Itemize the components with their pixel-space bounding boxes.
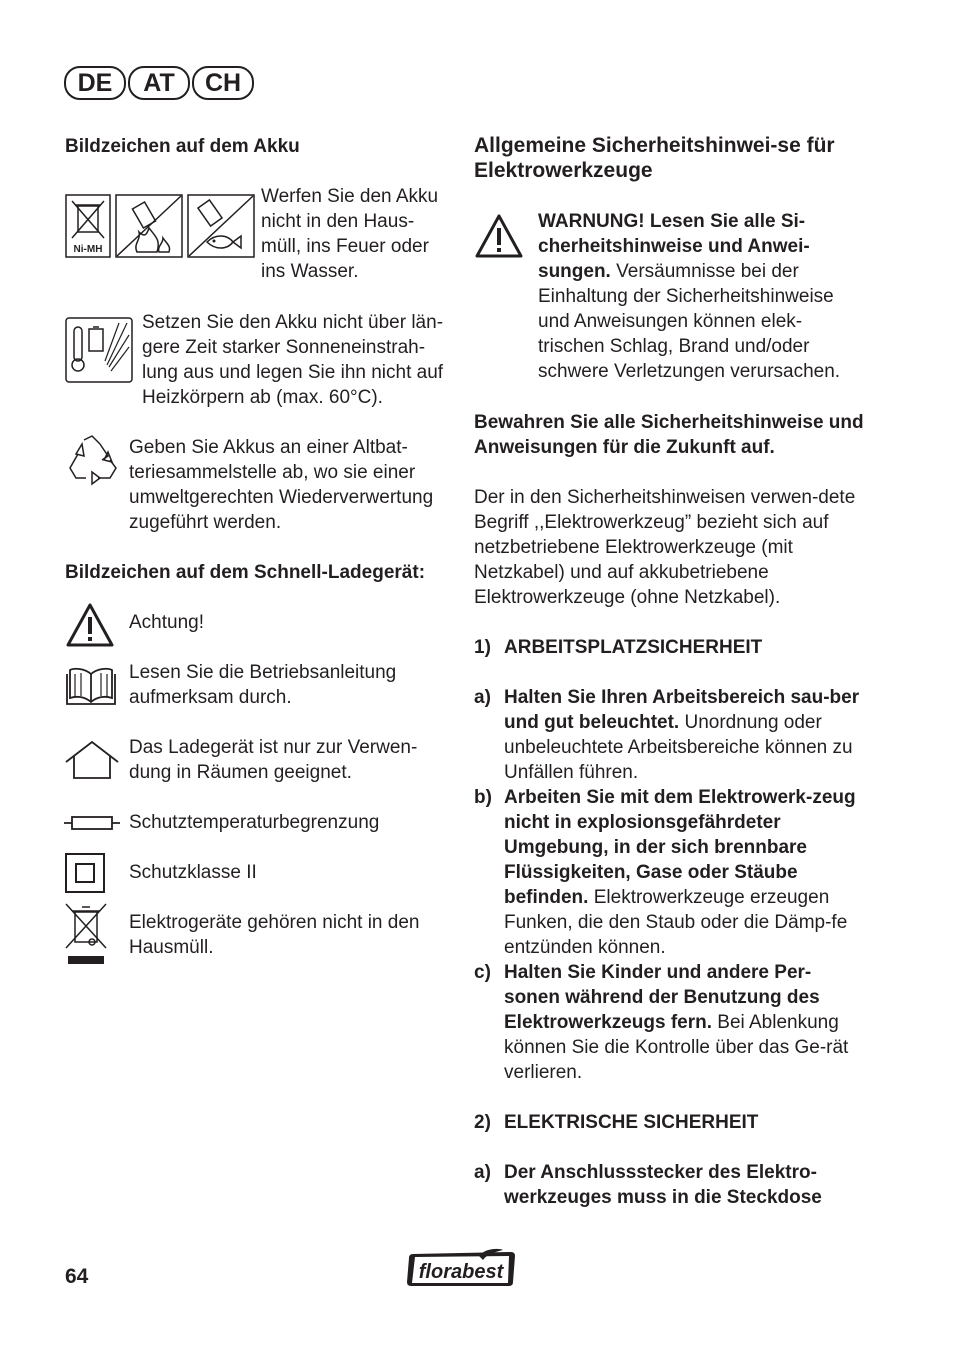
- akku-item-disposal: Werfen Sie den Akku nicht in den Haus-müll, ins Feuer oder ins Wasser.: [261, 186, 439, 282]
- nimh-crossed-bin-icon: [65, 194, 111, 258]
- no-water-icon: [187, 194, 255, 258]
- charger-item-manual: Lesen Sie die Betriebsanleitung aufmerksam durch.: [129, 662, 397, 708]
- warning-paragraph: [538, 209, 860, 384]
- florabest-logo: [407, 1248, 517, 1288]
- page-number: 64: [65, 1265, 89, 1288]
- section1-item-c-label: c): [474, 962, 491, 983]
- section2-title: ELEKTRISCHE SICHERHEIT: [504, 1112, 759, 1133]
- badge-de: DE: [64, 66, 126, 100]
- thermal-fuse-icon: [64, 815, 120, 831]
- section1-num: 1): [474, 637, 491, 658]
- item-text: Unordnung oder unbeleuchtete Arbeitsbereiche können zu Unfällen führen.: [504, 712, 853, 783]
- akku-item-recycle: Geben Sie Akkus an einer Altbat-teriesammelstelle ab, wo sie einer umweltgerechten Wiederverwertung zugeführt werden.: [129, 437, 434, 533]
- section1-item-a: [504, 685, 864, 785]
- recycle-icon: [64, 434, 120, 488]
- protection-class-ii-icon: [65, 853, 105, 893]
- keep-instructions: Bewahren Sie alle Sicherheitshinweise und Anweisungen für die Zukunft auf.: [474, 412, 864, 458]
- charger-heading: Bildzeichen auf dem Schnell-Ladegerät:: [65, 562, 426, 583]
- no-heat-sun-icon: [65, 317, 133, 383]
- no-fire-icon: [115, 194, 183, 258]
- section2-item-a-label: a): [474, 1162, 491, 1183]
- svg-text:Ni-MH: Ni-MH: [73, 244, 103, 255]
- svg-text:florabest: florabest: [418, 1261, 504, 1283]
- item-bold: Halten Sie Kinder und andere Per-sonen während der Benutzung des Elektrowerkzeugs fern.: [504, 962, 820, 1033]
- charger-item-weee: Elektrogeräte gehören nicht in den Hausmüll.: [129, 912, 420, 958]
- definition-paragraph: Der in den Sicherheitshinweisen verwen-dete Begriff ,,Elektrowerkzeug” bezieht sich auf netzbetriebene Elektrowerkzeuge (mit Netzkabel) und auf akkubetriebene Elektrowerkzeuge (ohne Netzkabel).: [474, 487, 856, 608]
- warning-triangle-icon: [65, 601, 115, 649]
- section1-item-a-label: a): [474, 687, 491, 708]
- item-bold: Arbeiten Sie mit dem Elektrowerk-zeug nicht in explosionsgefährdeter Umgebung, in der sich brennbare Flüssigkeiten, Gase oder Stäube befinden.: [504, 787, 856, 908]
- right-heading: Allgemeine Sicherheitshinwei-se für Elektrowerkzeuge: [474, 134, 835, 182]
- item-bold: Der Anschlussstecker des Elektro-werkzeuges muss in die Steckdose: [504, 1162, 822, 1208]
- badge-ch: CH: [192, 66, 254, 100]
- warning-triangle-icon: [474, 212, 524, 260]
- badge-at: AT: [128, 66, 190, 100]
- item-text: Elektrowerkzeuge erzeugen Funken, die den Staub oder die Dämp-fe entzünden können.: [504, 887, 848, 958]
- akku-heading: Bildzeichen auf dem Akku: [65, 136, 300, 157]
- item-text: Bei Ablenkung können Sie die Kontrolle über das Ge-rät verlieren.: [504, 1012, 849, 1083]
- charger-item-class2: Schutzklasse II: [129, 862, 257, 883]
- indoor-house-icon: [64, 740, 120, 780]
- charger-item-attention: Achtung!: [129, 612, 204, 633]
- akku-item-heat: Setzen Sie den Akku nicht über län-gere Zeit starker Sonneneinstrah-lung aus und legen Sie ihn nicht auf Heizkörpern ab (max. 60°C).: [142, 312, 444, 408]
- section1-item-b: [504, 785, 864, 960]
- charger-item-thermal: Schutztemperaturbegrenzung: [129, 812, 380, 833]
- warning-bold: WARNUNG! Lesen Sie alle Si-cherheitshinweise und Anwei-sungen.: [538, 211, 810, 282]
- item-bold: Halten Sie Ihren Arbeitsbereich sau-ber und gut beleuchtet.: [504, 687, 860, 733]
- section2-num: 2): [474, 1112, 491, 1133]
- section1-item-c: [504, 960, 864, 1085]
- section2-item-a: [504, 1160, 864, 1210]
- section1-title: ARBEITSPLATZSICHERHEIT: [504, 637, 763, 658]
- weee-crossed-bin-icon: [64, 902, 108, 966]
- warning-text: Versäumnisse bei der Einhaltung der Sicherheitshinweise und Anweisungen können elek-trischen Schlag, Brand und/oder schwere Verletzungen verursachen.: [538, 261, 841, 382]
- manual-book-icon: [66, 666, 116, 706]
- charger-item-indoor: Das Ladegerät ist nur zur Verwen-dung in Räumen geeignet.: [129, 737, 418, 783]
- section1-item-b-label: b): [474, 787, 492, 808]
